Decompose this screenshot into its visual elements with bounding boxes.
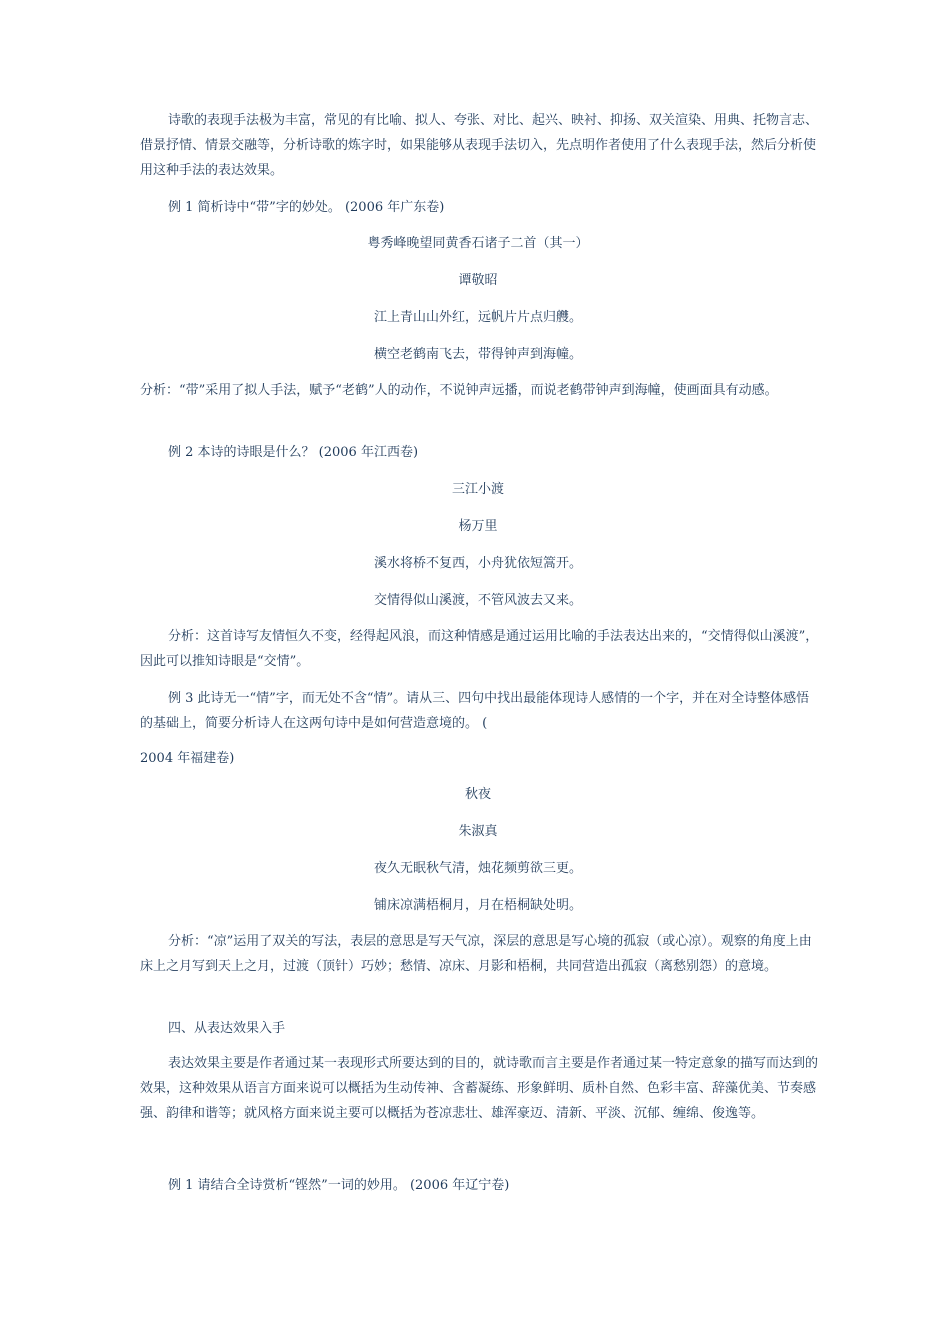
example-1-poem-title: 粤秀峰晚望同黄香石诸子二首（其一） (367, 236, 589, 251)
example-2-poem-title: 三江小渡 (451, 482, 504, 497)
example-2-poem-author: 杨万里 (458, 519, 498, 534)
example-3-poem-line-2: 铺床凉满梧桐月，月在梧桐缺处明。 (373, 898, 582, 913)
section-4-example-1-question: 例 1 请结合全诗赏析“铿然”一词的妙用。 (2006 年辽宁卷) (168, 1178, 510, 1193)
example-3-source: 2004 年福建卷) (140, 751, 235, 766)
example-2-poem-line-2: 交情得似山溪渡，不管风波去又来。 (373, 593, 582, 608)
example-3-poem-line-1: 夜久无眠秋气清，烛花频剪欲三更。 (373, 861, 582, 876)
example-3-poem-title: 秋夜 (464, 787, 491, 802)
example-1-poem-line-2: 横空老鹤南飞去，带得钟声到海幢。 (373, 347, 582, 362)
example-2-poem-line-1: 溪水将桥不复西，小舟犹依短篙开。 (373, 556, 582, 571)
example-1-question: 例 1 简析诗中“带”字的妙处。 (2006 年广东卷) (168, 200, 445, 215)
example-2-analysis: 分析：这首诗写友情恒久不变，经得起风浪，而这种情感是通过运用比喻的手法表达出来的，“交情得似山溪渡”，因此可以推知诗眼是“交情”。 (140, 629, 819, 669)
example-3-analysis: 分析：“凉”运用了双关的写法，表层的意思是写天气凉，深层的意思是写心境的孤寂（或心凉）。观察的角度上由床上之月写到天上之月，过渡（顶针）巧妙；愁情、凉床、月影和梧桐，共同营造出孤寂（离愁别怨）的意境。 (140, 934, 812, 974)
example-2-question: 例 2 本诗的诗眼是什么？ (2006 年江西卷) (168, 445, 419, 460)
example-3-poem-author: 朱淑真 (458, 824, 498, 839)
section-4-heading: 四、从表达效果入手 (168, 1021, 286, 1036)
example-3-question: 例 3 此诗无一“情”字，而无处不含“情”。请从三、四句中找出最能体现诗人感情的一个字，并在对全诗整体感悟的基础上，简要分析诗人在这两句诗中是如何营造意境的。 ( (140, 691, 810, 731)
example-1-poem-line-1: 江上青山山外红，远帆片片点归艭。 (373, 310, 582, 325)
example-1-analysis: 分析：“带”采用了拟人手法，赋予“老鹤”人的动作，不说钟声远播，而说老鹤带钟声到海幢，使画面具有动感。 (140, 383, 778, 398)
intro-paragraph: 诗歌的表现手法极为丰富，常见的有比喻、拟人、夸张、对比、起兴、映衬、抑扬、双关渲染、用典、托物言志、借景抒情、情景交融等，分析诗歌的炼字时，如果能够从表现手法切入，先点明作者使用了什么表现手法，然后分析使用这种手法的表达效果。 (140, 113, 819, 178)
example-1-poem-author: 谭敬昭 (458, 273, 498, 288)
section-4-body: 表达效果主要是作者通过某一表现形式所要达到的目的，就诗歌而言主要是作者通过某一特定意象的描写而达到的效果，这种效果从语言方面来说可以概括为生动传神、含蓄凝练、形象鲜明、质朴自然、色彩丰富、辞藻优美、节奏感强、韵律和谐等；就风格方面来说主要可以概括为苍凉悲壮、雄浑豪迈、清新、平淡、沉郁、缠绵、俊逸等。 (140, 1056, 819, 1121)
